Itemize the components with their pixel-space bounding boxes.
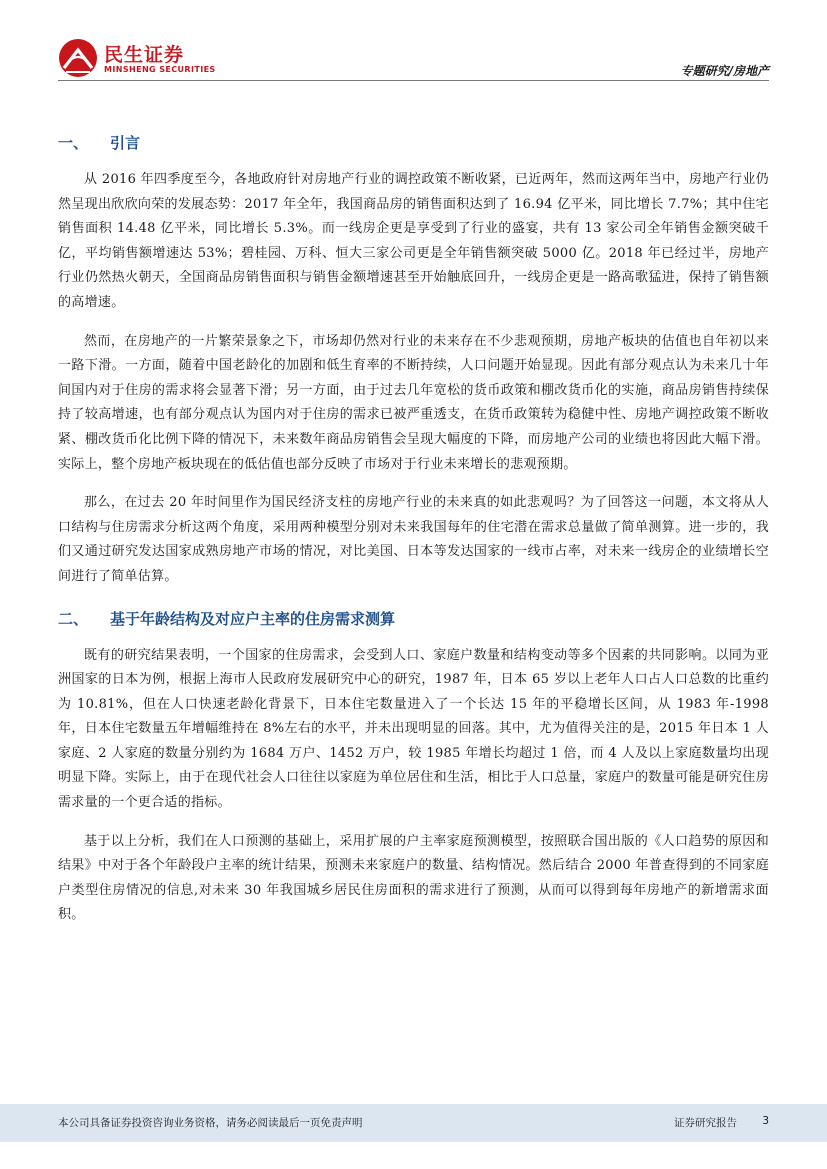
footer-disclaimer: 本公司具备证券投资咨询业务资格，请务必阅读最后一页免责声明 — [58, 1117, 363, 1129]
page-footer — [0, 1104, 827, 1142]
brand-name-en: MINSHENG SECURITIES — [104, 65, 216, 74]
document-body — [58, 128, 769, 942]
paragraph: 既有的研究结果表明，一个国家的住房需求，会受到人口、家庭户数量和结构变动等多个因素的共同影响。以同为亚洲国家的日本为例，根据上海市人民政府发展研究中心的研究，1987 年，日本 65 岁以上老年人口占人口总数的比重约为 10.81%，但在人口快速老龄化背景下，日本住宅数量进入了一个长达 15 年的平稳增长区间，从 1983 年-1998 年，日本住宅数量五年增幅维持在 8%左右的水平，并未出现明显的回落。其中，尤为值得关注的是，2015 年日本 1 人家庭、2 人家庭的数量分别约为 1684 万户、1452 万户，较 1985 年增长均超过 1 倍，而 4 人及以上家庭数量均出现明显下降。实际上，由于在现代社会人口往往以家庭为单位居住和生活，相比于人口总量，家庭户的数量可能是研究住房需求量的一个更合适的指标。 — [58, 647, 769, 811]
brand-name-cn: 民生证券 — [104, 44, 185, 66]
page-number: 3 — [762, 1115, 769, 1127]
section-number: 二、 — [58, 609, 89, 628]
page-header — [0, 0, 827, 82]
section-number: 一、 — [58, 134, 89, 152]
paragraph: 从 2016 年四季度至今，各地政府针对房地产行业的调控政策不断收紧，已近两年，然而这两年当中，房地产行业仍然呈现出欣欣向荣的发展态势：2017 年全年，我国商品房的销售面积达到了 16.94 亿平米，同比增长 7.7%；其中住宅销售面积 14.48 亿平米，同比增长 5.3%。而一线房企更是享受到了行业的盛宴，共有 13 家公司全年销售金额突破千亿，平均销售额增速达 53%；碧桂园、万科、恒大三家公司更是全年销售额突破 5000 亿。2018 年已经过半，房地产行业仍然热火朝天，全国商品房销售面积与销售金额增速甚至开始触底回升，一线房企更是一路高歌猛进，保持了销售额的高增速。 — [58, 172, 769, 310]
header-divider — [58, 80, 769, 81]
footer-report-type: 证券研究报告 — [674, 1117, 737, 1129]
section-title: 基于年龄结构及对应户主率的住房需求测算 — [110, 609, 396, 628]
paragraph: 然而，在房地产的一片繁荣景象之下，市场却仍然对行业的未来存在不少悲观预期，房地产板块的估值也自年初以来一路下滑。一方面，随着中国老龄化的加剧和低生育率的不断持续，人口问题开始显现。因此有部分观点认为未来几十年间国内对于住房的需求将会显著下滑；另一方面，由于过去几年宽松的货币政策和棚改货币化的实施，商品房销售持续保持了较高增速，也有部分观点认为国内对于住房的需求已被严重透支，在货币政策转为稳健中性、房地产调控政策不断收紧、棚改货币化比例下降的情况下，未来数年商品房销售会呈现大幅度的下降，而房地产公司的业绩也将因此大幅下滑。实际上，整个房地产板块现在的低估值也部分反映了市场对于行业未来增长的悲观预期。 — [58, 333, 769, 472]
section-tag: 专题研究/房地产 — [680, 64, 769, 78]
section-heading-demand — [58, 604, 769, 634]
paragraph: 那么，在过去 20 年时间里作为国民经济支柱的房地产行业的未来真的如此悲观吗？为了回答这一问题，本文将从人口结构与住房需求分析这两个角度，采用两种模型分别对未来我国每年的住宅潜在需求总量做了简单测算。进一步的，我们又通过研究发达国家成熟房地产市场的情况，对比美国、日本等发达国家的一线市占率，对未来一线房企的业绩增长空间进行了简单估算。 — [58, 495, 769, 584]
section-heading-intro — [58, 128, 769, 158]
minsheng-logo-icon — [58, 38, 98, 78]
section-title: 引言 — [110, 134, 141, 152]
paragraph: 基于以上分析，我们在人口预测的基础上，采用扩展的户主率家庭预测模型，按照联合国出版的《人口趋势的原因和结果》中对于各个年龄段户主率的统计结果，预测未来家庭户的数量、结构情况。然后结合 2000 年普查得到的不同家庭户类型住房情况的信息,对未来 30 年我国城乡居民住房面积的需求进行了预测，从而可以得到每年房地产的新增需求面积。 — [58, 833, 769, 923]
